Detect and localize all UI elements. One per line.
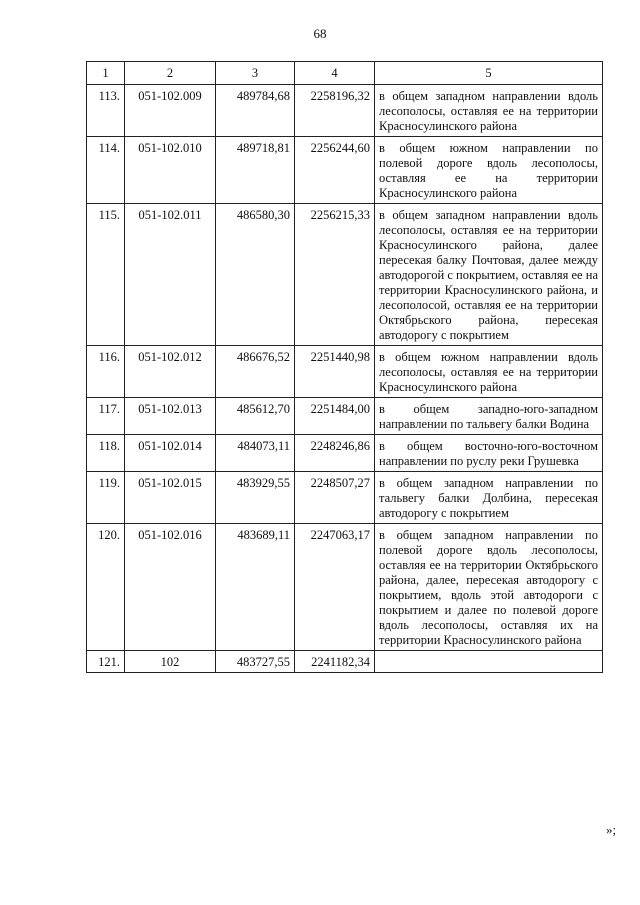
header-cell: 5 (375, 62, 603, 85)
table-row (87, 651, 603, 673)
point-code: 051-102.013 (125, 398, 216, 435)
table-row (87, 204, 603, 346)
header-cell: 3 (216, 62, 295, 85)
y-coordinate: 2247063,17 (295, 524, 375, 651)
boundary-description: в общем южном направлении вдоль лесополосы, оставляя ее на территории Красносулинского района (375, 346, 603, 398)
y-coordinate: 2248246,86 (295, 435, 375, 472)
row-number: 114. (87, 137, 125, 204)
x-coordinate: 489718,81 (216, 137, 295, 204)
point-code: 051-102.009 (125, 85, 216, 137)
boundary-description: в общем западном направлении по тальвегу балки Долбина, пересекая автодорогу с покрытием (375, 472, 603, 524)
row-number: 118. (87, 435, 125, 472)
table-row (87, 137, 603, 204)
y-coordinate: 2241182,34 (295, 651, 375, 673)
x-coordinate: 486580,30 (216, 204, 295, 346)
table-header-row (87, 62, 603, 85)
row-number: 121. (87, 651, 125, 673)
header-cell: 1 (87, 62, 125, 85)
x-coordinate: 489784,68 (216, 85, 295, 137)
table-row (87, 346, 603, 398)
closing-quote-mark: »; (606, 822, 617, 837)
x-coordinate: 483689,11 (216, 524, 295, 651)
y-coordinate: 2256244,60 (295, 137, 375, 204)
boundary-description (375, 651, 603, 673)
table-row (87, 85, 603, 137)
boundary-description: в общем западном направлении по полевой дороге вдоль лесополосы, оставляя ее на территории Октябрьского района, далее, пересекая автодорогу с покрытием, вдоль этой автодороги с покрытием и далее по полевой дороге вдоль лесополосы, оставляя их на территории Красносулинского района (375, 524, 603, 651)
row-number: 116. (87, 346, 125, 398)
point-code: 051-102.015 (125, 472, 216, 524)
row-number: 113. (87, 85, 125, 137)
table-row (87, 524, 603, 651)
coordinates-table (86, 61, 603, 673)
point-code: 051-102.016 (125, 524, 216, 651)
x-coordinate: 483929,55 (216, 472, 295, 524)
boundary-description: в общем западно-юго-западном направлении по тальвегу балки Водина (375, 398, 603, 435)
x-coordinate: 485612,70 (216, 398, 295, 435)
y-coordinate: 2251484,00 (295, 398, 375, 435)
point-code: 051-102.011 (125, 204, 216, 346)
header-cell: 2 (125, 62, 216, 85)
boundary-description: в общем западном направлении вдоль лесополосы, оставляя ее на территории Красносулинского района, далее пересекая балку Почтовая, далее между автодорогой с покрытием, оставляя ее на территории Красносулинского района, и лесополосой, оставляя ее на территории Октябрьского района, пересекая автодорогу с покрытием (375, 204, 603, 346)
x-coordinate: 484073,11 (216, 435, 295, 472)
header-cell: 4 (295, 62, 375, 85)
point-code: 051-102.012 (125, 346, 216, 398)
table-row (87, 472, 603, 524)
x-coordinate: 486676,52 (216, 346, 295, 398)
table-row (87, 435, 603, 472)
y-coordinate: 2256215,33 (295, 204, 375, 346)
row-number: 120. (87, 524, 125, 651)
row-number: 115. (87, 204, 125, 346)
boundary-description: в общем южном направлении по полевой дороге вдоль лесополосы, оставляя ее на территории Красносулинского района (375, 137, 603, 204)
y-coordinate: 2251440,98 (295, 346, 375, 398)
page-number: 68 (313, 26, 327, 41)
x-coordinate: 483727,55 (216, 651, 295, 673)
point-code: 051-102.010 (125, 137, 216, 204)
point-code: 051-102.014 (125, 435, 216, 472)
y-coordinate: 2248507,27 (295, 472, 375, 524)
boundary-description: в общем западном направлении вдоль лесополосы, оставляя ее на территории Красносулинского района (375, 85, 603, 137)
boundary-description: в общем восточно-юго-восточном направлении по руслу реки Грушевка (375, 435, 603, 472)
point-code: 102 (125, 651, 216, 673)
y-coordinate: 2258196,32 (295, 85, 375, 137)
row-number: 117. (87, 398, 125, 435)
table-row (87, 398, 603, 435)
row-number: 119. (87, 472, 125, 524)
